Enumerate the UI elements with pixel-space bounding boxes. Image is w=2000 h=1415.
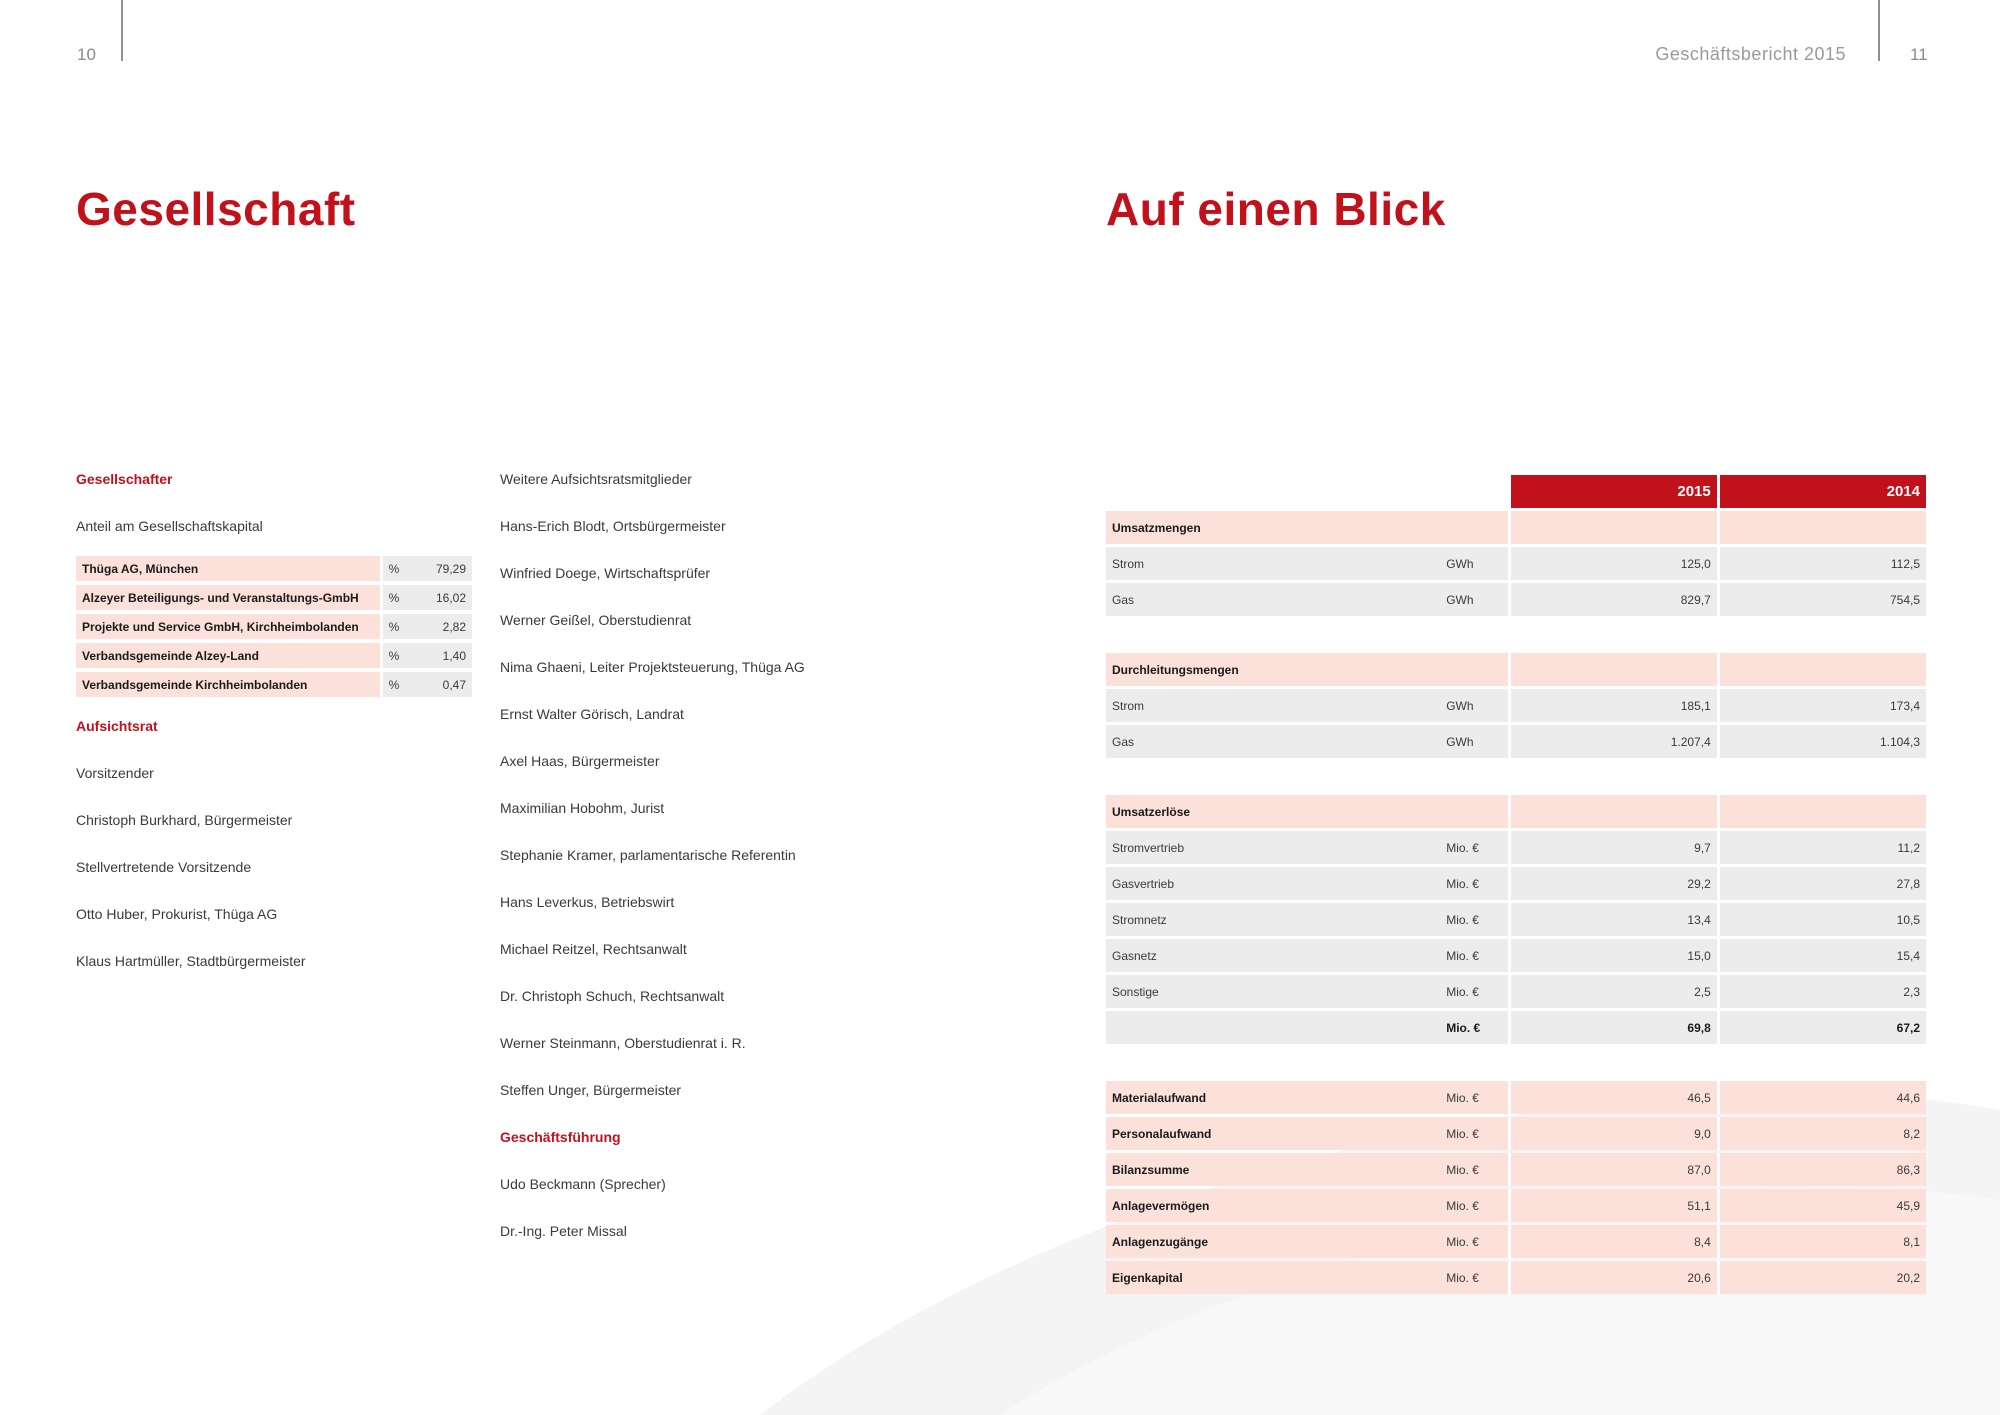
- table-row: [76, 556, 472, 581]
- value-2015: 15,0: [1508, 939, 1717, 972]
- total-2015: 69,8: [1508, 1011, 1717, 1044]
- shareholder-unit: %: [380, 672, 420, 697]
- value-2014: 1.104,3: [1717, 725, 1926, 758]
- year-header: 2015: [1508, 475, 1717, 508]
- key-figures-table: [1106, 472, 1926, 1297]
- row-label: Strom: [1106, 547, 1440, 580]
- table-row: [1106, 547, 1926, 580]
- middle-column: [500, 468, 920, 1267]
- table-header-row: [1106, 475, 1926, 508]
- row-unit: Mio. €: [1440, 975, 1507, 1008]
- board-member: Nima Ghaeni, Leiter Projektsteuerung, Thüga AG: [500, 659, 805, 675]
- table-row: [1106, 1081, 1926, 1114]
- shareholder-name: Alzeyer Beteiligungs- und Veranstaltungs-GmbH: [76, 585, 380, 610]
- row-unit: Mio. €: [1440, 1153, 1507, 1186]
- management-member: Dr.-Ing. Peter Missal: [500, 1223, 627, 1239]
- board-member: Hans Leverkus, Betriebswirt: [500, 894, 675, 910]
- management-heading: Geschäftsführung: [500, 1129, 621, 1145]
- section-label: Umsatzerlöse: [1106, 795, 1440, 828]
- page-title-auf-einen-blick: Auf einen Blick: [1106, 183, 1446, 235]
- value-2015: 2,5: [1508, 975, 1717, 1008]
- board-chair: Christoph Burkhard, Bürgermeister: [76, 812, 293, 828]
- row-label: Eigenkapital: [1106, 1261, 1440, 1294]
- value-2014: 10,5: [1717, 903, 1926, 936]
- board-deputy: Klaus Hartmüller, Stadtbürgermeister: [76, 953, 306, 969]
- value-2014: 15,4: [1717, 939, 1926, 972]
- row-unit: GWh: [1440, 547, 1507, 580]
- row-unit: GWh: [1440, 583, 1507, 616]
- page-number-left: 10: [77, 45, 96, 64]
- row-unit: Mio. €: [1440, 1081, 1507, 1114]
- total-row: [1106, 1011, 1926, 1044]
- row-unit: GWh: [1440, 689, 1507, 722]
- row-unit: GWh: [1440, 725, 1507, 758]
- row-label: Strom: [1106, 689, 1440, 722]
- board-member: Michael Reitzel, Rechtsanwalt: [500, 941, 687, 957]
- value-2014: 754,5: [1717, 583, 1926, 616]
- total-2014: 67,2: [1717, 1011, 1926, 1044]
- management-member: Udo Beckmann (Sprecher): [500, 1176, 666, 1192]
- table-row: [1106, 1261, 1926, 1294]
- table-row: [1106, 1117, 1926, 1150]
- shareholder-unit: %: [380, 643, 420, 668]
- more-members-heading: Weitere Aufsichtsratsmitglieder: [500, 471, 692, 487]
- row-unit: Mio. €: [1440, 867, 1507, 900]
- value-2015: 8,4: [1508, 1225, 1717, 1258]
- board-member: Ernst Walter Görisch, Landrat: [500, 706, 684, 722]
- board-member: Werner Steinmann, Oberstudienrat i. R.: [500, 1035, 746, 1051]
- value-2015: 829,7: [1508, 583, 1717, 616]
- row-unit: Mio. €: [1440, 1189, 1507, 1222]
- row-label: Stromnetz: [1106, 903, 1440, 936]
- page-number-right: 11: [1910, 45, 1928, 64]
- row-label: Gas: [1106, 725, 1440, 758]
- shareholder-unit: %: [380, 614, 420, 639]
- board-chair-label: Vorsitzender: [76, 765, 154, 781]
- board-deputy: Otto Huber, Prokurist, Thüga AG: [76, 906, 278, 922]
- value-2015: 13,4: [1508, 903, 1717, 936]
- row-unit: Mio. €: [1440, 903, 1507, 936]
- board-member: Steffen Unger, Bürgermeister: [500, 1082, 682, 1098]
- shareholders-heading: Gesellschafter: [76, 471, 173, 487]
- row-unit: Mio. €: [1440, 939, 1507, 972]
- year-header: 2014: [1717, 475, 1926, 508]
- board-heading: Aufsichtsrat: [76, 718, 158, 734]
- page-title-gesellschaft: Gesellschaft: [76, 183, 356, 235]
- section-row: [1106, 653, 1926, 686]
- table-row: [1106, 1153, 1926, 1186]
- value-2014: 2,3: [1717, 975, 1926, 1008]
- section-label: Umsatzmengen: [1106, 511, 1440, 544]
- board-member: Stephanie Kramer, parlamentarische Referentin: [500, 847, 796, 863]
- table-row: [1106, 725, 1926, 758]
- shareholder-unit: %: [380, 585, 420, 610]
- row-label: Anlagevermögen: [1106, 1189, 1440, 1222]
- value-2014: 112,5: [1717, 547, 1926, 580]
- value-2014: 8,1: [1717, 1225, 1926, 1258]
- table-row: [1106, 831, 1926, 864]
- shareholder-name: Thüga AG, München: [76, 556, 380, 581]
- left-column: [76, 468, 476, 997]
- value-2015: 1.207,4: [1508, 725, 1717, 758]
- row-unit: Mio. €: [1440, 831, 1507, 864]
- table-row: [1106, 939, 1926, 972]
- section-label: Durchleitungsmengen: [1106, 653, 1440, 686]
- value-2015: 29,2: [1508, 867, 1717, 900]
- row-label: Gasnetz: [1106, 939, 1440, 972]
- value-2014: 27,8: [1717, 867, 1926, 900]
- report-title: Geschäftsbericht 2015: [1655, 44, 1846, 64]
- table-row: [1106, 1189, 1926, 1222]
- board-member: Winfried Doege, Wirtschaftsprüfer: [500, 565, 711, 581]
- value-2014: 86,3: [1717, 1153, 1926, 1186]
- table-row: [1106, 689, 1926, 722]
- table-row: [76, 672, 472, 697]
- board-member: Werner Geißel, Oberstudienrat: [500, 612, 692, 628]
- shareholder-share: 1,40: [419, 643, 472, 668]
- board-member: Dr. Christoph Schuch, Rechtsanwalt: [500, 988, 725, 1004]
- table-row: [76, 614, 472, 639]
- row-label: Materialaufwand: [1106, 1081, 1440, 1114]
- value-2015: 9,7: [1508, 831, 1717, 864]
- table-row: [1106, 1225, 1926, 1258]
- header-rule-left: [121, 0, 123, 61]
- shareholder-name: Verbandsgemeinde Kirchheimbolanden: [76, 672, 380, 697]
- table-row: [1106, 583, 1926, 616]
- shareholders-subheading: Anteil am Gesellschaftskapital: [76, 518, 263, 534]
- value-2015: 125,0: [1508, 547, 1717, 580]
- value-2015: 51,1: [1508, 1189, 1717, 1222]
- section-row: [1106, 511, 1926, 544]
- board-member: Hans-Erich Blodt, Ortsbürgermeister: [500, 518, 726, 534]
- value-2015: 20,6: [1508, 1261, 1717, 1294]
- value-2014: 11,2: [1717, 831, 1926, 864]
- shareholder-share: 0,47: [419, 672, 472, 697]
- header-rule-right: [1878, 0, 1880, 61]
- table-row: [1106, 903, 1926, 936]
- value-2015: 9,0: [1508, 1117, 1717, 1150]
- row-label: Sonstige: [1106, 975, 1440, 1008]
- row-label: Anlagenzugänge: [1106, 1225, 1440, 1258]
- row-label: Personalaufwand: [1106, 1117, 1440, 1150]
- value-2015: 185,1: [1508, 689, 1717, 722]
- table-row: [1106, 867, 1926, 900]
- table-row: [1106, 975, 1926, 1008]
- shareholder-share: 79,29: [419, 556, 472, 581]
- row-label: Gasvertrieb: [1106, 867, 1440, 900]
- row-unit: Mio. €: [1440, 1011, 1507, 1044]
- section-row: [1106, 795, 1926, 828]
- table-row: [76, 585, 472, 610]
- row-label: Bilanzsumme: [1106, 1153, 1440, 1186]
- value-2014: 173,4: [1717, 689, 1926, 722]
- row-label: Stromvertrieb: [1106, 831, 1440, 864]
- value-2014: 44,6: [1717, 1081, 1926, 1114]
- value-2014: 20,2: [1717, 1261, 1926, 1294]
- shareholder-name: Verbandsgemeinde Alzey-Land: [76, 643, 380, 668]
- board-member: Maximilian Hobohm, Jurist: [500, 800, 665, 816]
- board-member: Axel Haas, Bürgermeister: [500, 753, 660, 769]
- shareholder-name: Projekte und Service GmbH, Kirchheimbolanden: [76, 614, 380, 639]
- board-deputies-label: Stellvertretende Vorsitzende: [76, 859, 252, 875]
- shareholders-table: [76, 552, 472, 701]
- value-2014: 45,9: [1717, 1189, 1926, 1222]
- row-unit: Mio. €: [1440, 1225, 1507, 1258]
- table-row: [76, 643, 472, 668]
- value-2015: 87,0: [1508, 1153, 1717, 1186]
- row-unit: Mio. €: [1440, 1117, 1507, 1150]
- value-2014: 8,2: [1717, 1117, 1926, 1150]
- row-label: Gas: [1106, 583, 1440, 616]
- row-unit: Mio. €: [1440, 1261, 1507, 1294]
- shareholder-share: 16,02: [419, 585, 472, 610]
- value-2015: 46,5: [1508, 1081, 1717, 1114]
- shareholder-unit: %: [380, 556, 420, 581]
- shareholder-share: 2,82: [419, 614, 472, 639]
